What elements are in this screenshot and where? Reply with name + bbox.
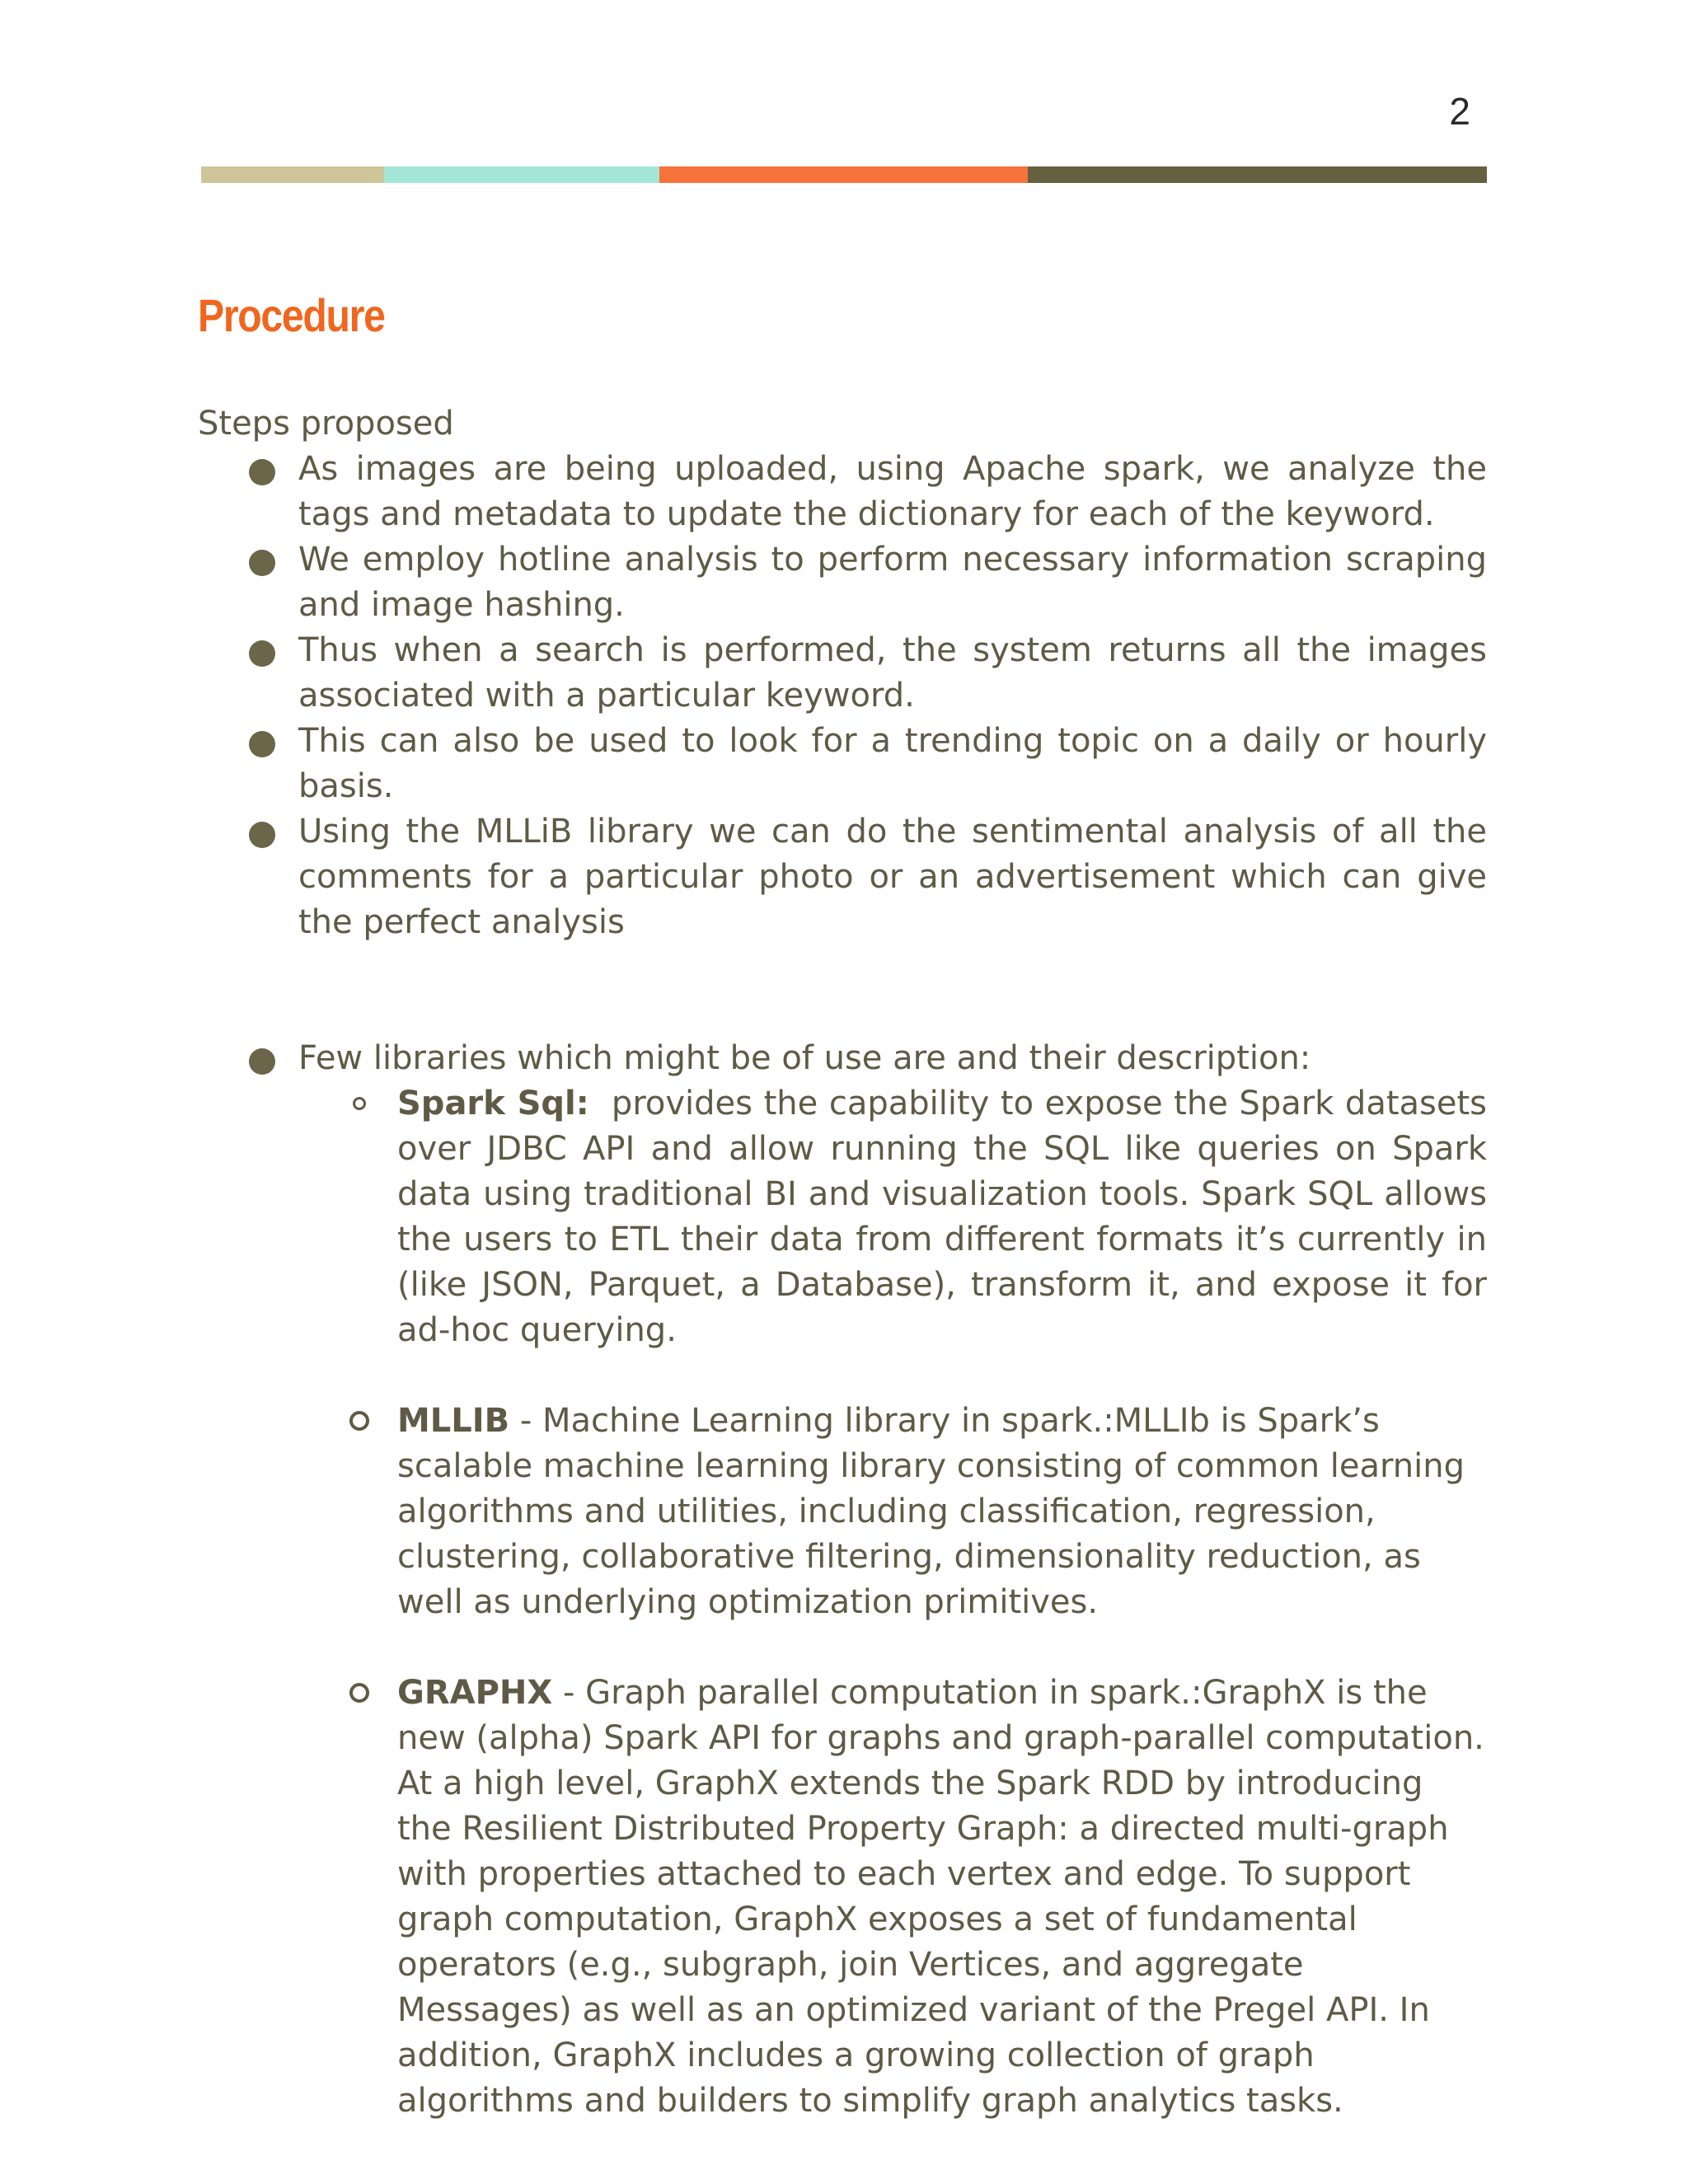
- list-item: [198, 628, 1487, 719]
- library-item-mllib: [198, 1399, 1487, 1625]
- list-item-text: As images are being uploaded, using Apache spark, we analyze the tags and metadata to update the dictionary for each of the keyword.: [298, 450, 1487, 533]
- color-bar-segment-1: [201, 166, 384, 183]
- color-bar-segment-4: [1028, 166, 1487, 183]
- bullet-dot-icon: [249, 640, 275, 667]
- page-number: 2: [1449, 90, 1470, 133]
- list-item-text: Thus when a search is performed, the system returns all the images associated with a particular keyword.: [298, 631, 1487, 715]
- color-bar-segment-2: [384, 166, 659, 183]
- libraries-intro: Few libraries which might be of use are and their description:: [298, 1039, 1311, 1077]
- steps-list: [198, 447, 1498, 2124]
- section-heading: Procedure: [198, 289, 385, 341]
- libraries-list-item: [198, 1036, 1498, 2124]
- hollow-circle-bullet-icon: [349, 1683, 369, 1703]
- bullet-dot-icon: [249, 550, 275, 576]
- library-name: MLLIB: [397, 1402, 510, 1440]
- libraries-sublist: [298, 1081, 1498, 2124]
- library-item-graphx: [198, 1671, 1487, 2124]
- list-item-text: This can also be used to look for a trending topic on a daily or hourly basis.: [298, 722, 1487, 805]
- library-item-spark-sql: [198, 1081, 1498, 1353]
- hollow-circle-bullet-icon: [353, 1097, 366, 1110]
- hollow-circle-bullet-icon: [349, 1411, 369, 1431]
- list-item-text: Using the MLLiB library we can do the sentimental analysis of all the comments for a particular photo or an advertisement which can give the perfect analysis: [298, 813, 1487, 941]
- library-name: Spark Sql:: [397, 1085, 589, 1122]
- bullet-dot-icon: [249, 1048, 275, 1075]
- library-name: GRAPHX: [397, 1674, 553, 1712]
- bullet-dot-icon: [249, 822, 275, 848]
- header-color-bar: [201, 166, 1487, 183]
- color-bar-segment-3: [659, 166, 1028, 183]
- library-description: provides the capability to expose the Spark datasets over JDBC API and allow running the SQL like queries on Spark data using traditional BI and visualization tools. Spark SQL allows the users to ETL their data from different formats it’s currently in (like JSON, Parquet, a Database), transform it, and expose it for ad-hoc querying.: [397, 1085, 1498, 1349]
- list-item: [198, 809, 1487, 945]
- bullet-dot-icon: [249, 459, 275, 485]
- library-description: - Machine Learning library in spark.:MLLIb is Spark’s scalable machine learning library consisting of common learning algorithms and utilities, including classification, regression, clustering, collaborative filtering, dimensionality reduction, as well as underlying optimization primitives.: [397, 1402, 1465, 1621]
- list-item: [198, 719, 1487, 809]
- bullet-dot-icon: [249, 731, 275, 757]
- library-description: - Graph parallel computation in spark.:GraphX is the new (alpha) Spark API for graphs and graph-parallel computation. At a high level, GraphX extends the Spark RDD by introducing the Resilient Distributed Property Graph: a directed multi-graph with properties attached to each vertex and edge. To support graph computation, GraphX exposes a set of fundamental operators (e.g., subgraph, join Vertices, and aggregate Messages) as well as an optimized variant of the Pregel API. In addition, GraphX includes a growing collection of graph algorithms and builders to simplify graph analytics tasks.: [397, 1674, 1484, 2120]
- list-item-text: We employ hotline analysis to perform necessary information scraping and image hashing.: [298, 541, 1487, 624]
- list-item: [198, 447, 1487, 537]
- list-item: [198, 537, 1487, 628]
- steps-lead: Steps proposed: [198, 405, 454, 443]
- document-body: [198, 401, 1498, 2124]
